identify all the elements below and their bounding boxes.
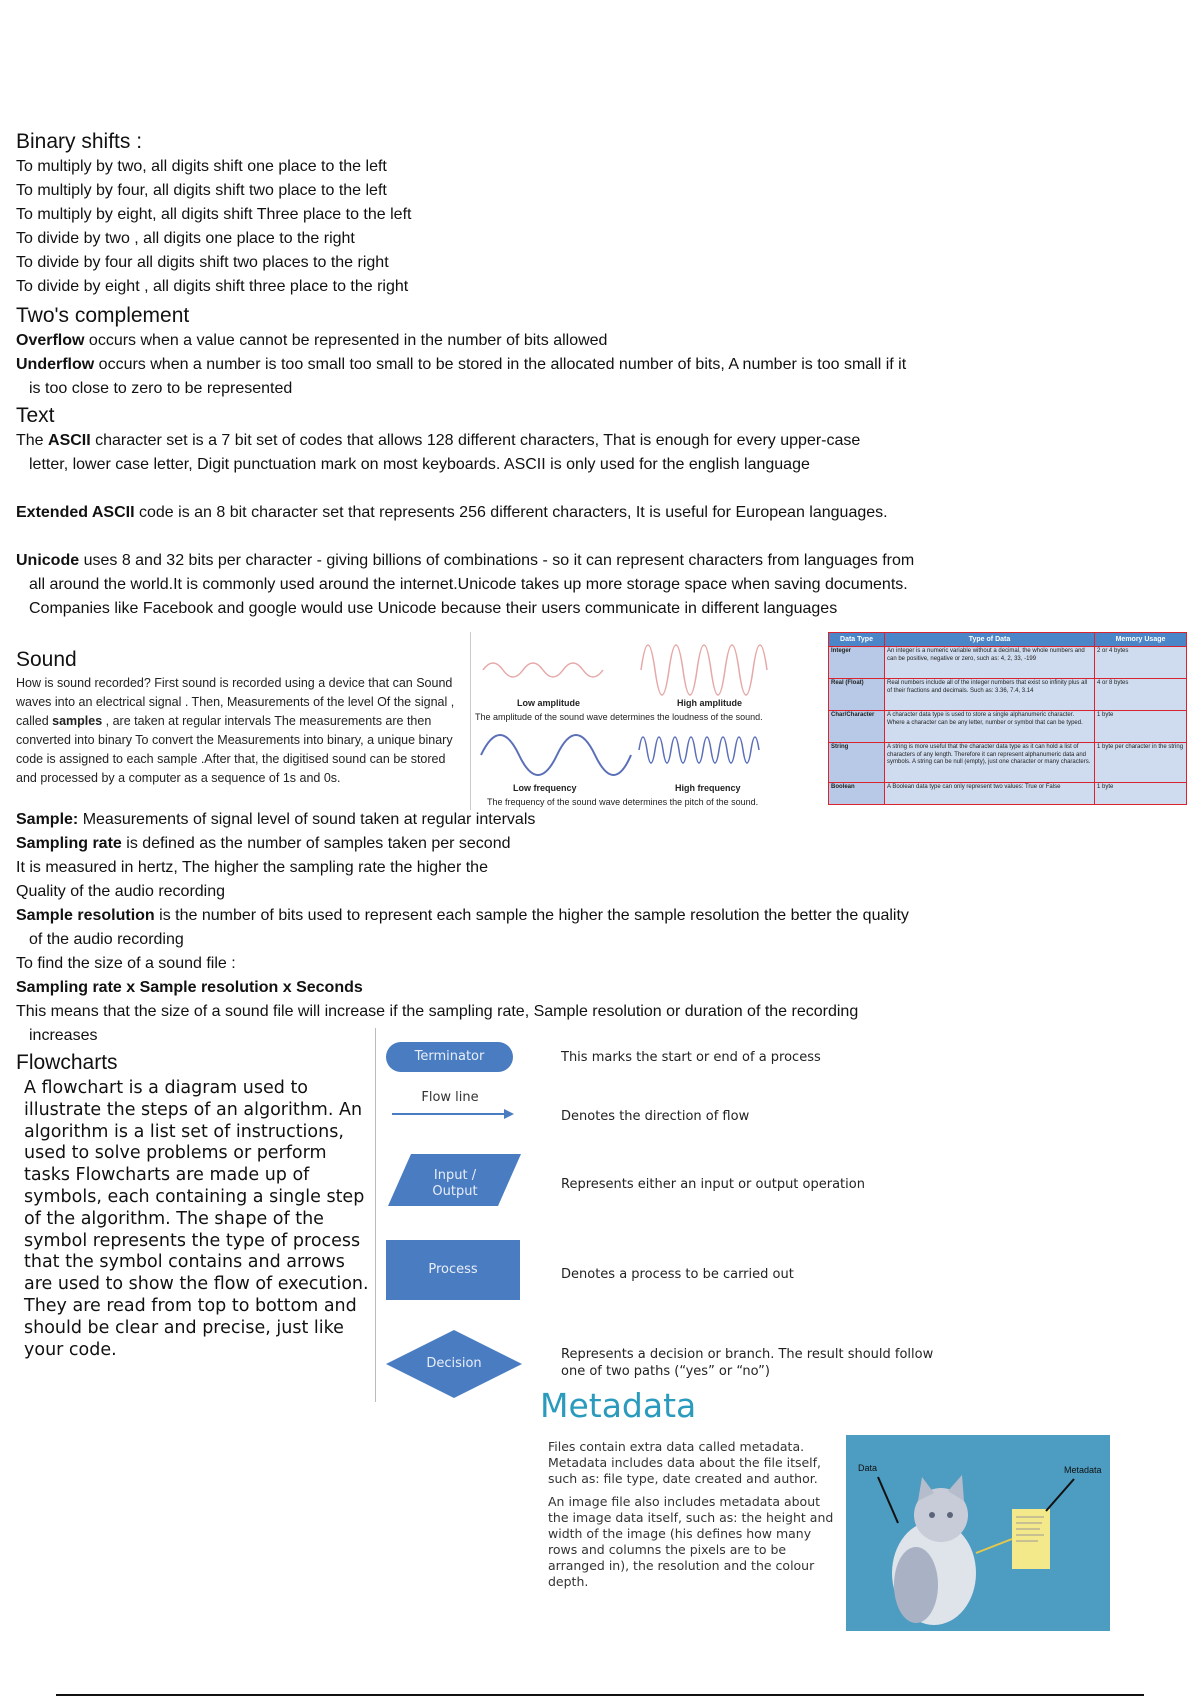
list-item: To divide by four all digits shift two places to the right xyxy=(16,254,389,271)
quality-line: Quality of the audio recording xyxy=(16,883,226,900)
flow-line-arrowhead xyxy=(504,1109,514,1119)
table-cell: A string is more useful that the character data type as it can hold a list of characters of any length. Therefore it can represent alphanumeric data and symbols. A string can be null (empty), just one character or many characters. xyxy=(885,743,1095,783)
samples-term: samples xyxy=(52,714,103,728)
table-cell: 1 byte per character in the string xyxy=(1095,743,1187,783)
process-label: Process xyxy=(428,1262,478,1277)
sampling-rate-term: Sampling rate xyxy=(16,835,122,852)
sampling-rate-definition xyxy=(16,832,916,856)
sampling-rate-text: is defined as the number of samples taken per second xyxy=(121,835,511,852)
ascii-pre: The xyxy=(16,432,49,449)
sample-resolution-text: is the number of bits used to represent each sample the higher the sample resolution the better the quality of the audio recording xyxy=(29,907,909,948)
high-frequency-label: High frequency xyxy=(675,783,741,793)
sound-intro-pre: How is sound recorded? First sound is recorded using a device that can Sound waves into an electrical signal . Then, Measurements of the level Of the signal , called xyxy=(16,676,455,728)
data-pointer-line xyxy=(878,1477,898,1523)
metadata-paragraph: An image file also includes metadata about the image data itself, such as: the height and width of the image (his defines how many rows and columns the pixels are to be arranged in), the resolution and the colour depth. xyxy=(548,1494,834,1589)
extended-ascii-text: code is an 8 bit character set that represents 256 different characters, It is useful for European languages. xyxy=(134,504,888,521)
page-bottom-rule xyxy=(56,1694,1144,1696)
low-amplitude-label: Low amplitude xyxy=(517,698,580,708)
flowchart-symbols-panel xyxy=(375,1028,938,1402)
unicode-text: uses 8 and 32 bits per character - giving billions of combinations - so it can represent characters from languages from all around the world.It is commonly used around the internet.Unicode takes up more storage space when saving documents. Companies like Facebook and google would use Unicode because their users communicate in different languages xyxy=(29,552,915,617)
data-types-table xyxy=(828,632,1187,805)
cat-body-shade xyxy=(894,1547,938,1623)
text-heading: Text xyxy=(16,404,55,427)
binary-shifts-heading: Binary shifts : xyxy=(16,130,143,153)
table-row xyxy=(829,711,1187,743)
card-link-line xyxy=(976,1539,1012,1553)
process-description: Denotes a process to be carried out xyxy=(561,1267,794,1282)
flow-line-description: Denotes the direction of flow xyxy=(561,1109,750,1124)
metadata-pointer-line xyxy=(1046,1479,1074,1511)
list-item: To divide by two , all digits one place to the right xyxy=(16,230,355,247)
list-item: To multiply by four, all digits shift two place to the left xyxy=(16,182,387,199)
flowcharts-heading: Flowcharts xyxy=(16,1051,118,1074)
table-cell: String xyxy=(829,743,885,783)
low-frequency-wave xyxy=(481,735,631,775)
table-row xyxy=(829,743,1187,783)
overflow-text: occurs when a value cannot be represented in the number of bits allowed xyxy=(84,332,608,349)
metadata-text xyxy=(548,1439,840,1590)
terminator-label: Terminator xyxy=(414,1049,485,1064)
sound-intro xyxy=(16,674,468,788)
input-output-label-line: Input / xyxy=(433,1168,477,1183)
high-frequency-wave xyxy=(639,737,759,763)
metadata-image-label: Metadata xyxy=(1064,1465,1102,1475)
sound-size-explanation: This means that the size of a sound file will increase if the sampling rate, Sample resolution or duration of the recording increases xyxy=(16,1003,859,1044)
list-item: To divide by eight , all digits shift three place to the right xyxy=(16,278,409,295)
table-row xyxy=(829,783,1187,805)
sound-intro-post: , are taken at regular intervals The measurements are then converted into binary To convert the Measurements into binary, a unique binary code is assigned to each sample .After that, the digitised sound can be stored and processed by a computer as a sequence of 1s and 0s. xyxy=(16,714,453,785)
overflow-term: Overflow xyxy=(16,332,85,349)
binary-shifts-list xyxy=(16,155,916,299)
table-cell: A Boolean data type can only represent two values: True or False xyxy=(885,783,1095,805)
column-header: Type of Data xyxy=(885,633,1095,647)
decision-label: Decision xyxy=(426,1356,482,1371)
sample-resolution-term: Sample resolution xyxy=(16,907,155,924)
decision-description: Represents a decision or branch. The result should follow one of two paths (“yes” or “no”) xyxy=(561,1347,934,1379)
frequency-caption: The frequency of the sound wave determines the pitch of the sound. xyxy=(487,797,759,807)
high-amplitude-wave xyxy=(641,645,767,695)
underflow-term: Underflow xyxy=(16,356,95,373)
table-row xyxy=(829,647,1187,679)
extended-ascii-paragraph xyxy=(16,501,929,525)
sound-wave-figure xyxy=(470,632,821,810)
column-header: Data Type xyxy=(829,633,885,647)
table-cell: Char/Character xyxy=(829,711,885,743)
sound-heading: Sound xyxy=(16,648,77,671)
table-cell: Real numbers include all of the integer numbers that exist so infinity plus all of their fractions and decimals. Such as: 3.36, 7.4, 3.14 xyxy=(885,679,1095,711)
sample-text: Measurements of signal level of sound taken at regular intervals xyxy=(78,811,536,828)
low-amplitude-wave xyxy=(483,663,603,677)
sample-resolution-definition xyxy=(16,904,914,952)
amplitude-caption: The amplitude of the sound wave determines the loudness of the sound. xyxy=(475,712,763,722)
table-cell: 4 or 8 bytes xyxy=(1095,679,1187,711)
input-output-description: Represents either an input or output operation xyxy=(561,1177,865,1192)
table-cell: 1 byte xyxy=(1095,711,1187,743)
sample-term: Sample: xyxy=(16,811,79,828)
unicode-paragraph xyxy=(16,549,929,621)
list-item: To multiply by eight, all digits shift Three place to the left xyxy=(16,206,412,223)
ascii-text: character set is a 7 bit set of codes that allows 128 different characters, That is enough for every upper-case letter, lower case letter, Digit punctuation mark on most keyboards. ASCII is only used for the english language xyxy=(29,432,861,473)
metadata-paragraph: Files contain extra data called metadata. Metadata includes data about the file itself, such as: file type, date created and author. xyxy=(548,1439,822,1486)
table-header-row xyxy=(829,633,1187,647)
table-row xyxy=(829,679,1187,711)
table-cell: Boolean xyxy=(829,783,885,805)
list-item: To multiply by two, all digits shift one place to the left xyxy=(16,158,387,175)
cat-eye-left xyxy=(929,1512,935,1518)
table-cell: Real (Float) xyxy=(829,679,885,711)
hertz-line: It is measured in hertz, The higher the sampling rate the higher the xyxy=(16,859,488,876)
table-cell: An integer is a numeric variable without a decimal, the whole numbers and can be positive, negative or zero, such as: 4, 2, 33, -199 xyxy=(885,647,1095,679)
twos-complement-heading: Two's complement xyxy=(16,304,190,327)
metadata-cat-image xyxy=(846,1435,1110,1631)
flow-line-label: Flow line xyxy=(421,1090,479,1105)
data-image-label: Data xyxy=(858,1463,878,1473)
input-output-label-line: Output xyxy=(432,1184,478,1199)
find-size-line: To find the size of a sound file : xyxy=(16,955,236,972)
column-header: Memory Usage xyxy=(1095,633,1187,647)
cat-eye-right xyxy=(947,1512,953,1518)
input-output-label xyxy=(396,1168,514,1200)
table-cell: 1 byte xyxy=(1095,783,1187,805)
low-frequency-label: Low frequency xyxy=(513,783,577,793)
extended-ascii-term: Extended ASCII xyxy=(16,504,135,521)
ascii-paragraph xyxy=(16,429,899,477)
table-cell: A character data type is used to store a single alphanumeric character. Where a character can be any letter, number or symbol that can be typed. xyxy=(885,711,1095,743)
metadata-heading: Metadata xyxy=(540,1386,697,1425)
table-cell: Integer xyxy=(829,647,885,679)
flowcharts-description: A flowchart is a diagram used to illustrate the steps of an algorithm. An algorithm is a list set of instructions, used to solve problems or perform tasks Flowcharts are made up of symbols, each containing a single step of the algorithm. The shape of the symbol represents the type of process that the symbol contains and arrows are used to show the flow of execution. They are read from top to bottom and should be clear and precise, just like your code. xyxy=(24,1078,369,1360)
sound-file-formula: Sampling rate x Sample resolution x Seconds xyxy=(16,979,363,996)
unicode-term: Unicode xyxy=(16,552,80,569)
underflow-paragraph xyxy=(16,353,919,401)
ascii-term: ASCII xyxy=(48,432,91,449)
terminator-description: This marks the start or end of a process xyxy=(561,1050,821,1065)
sample-definition xyxy=(16,808,916,832)
metadata-card xyxy=(1012,1509,1050,1569)
overflow-paragraph xyxy=(16,329,929,353)
high-amplitude-label: High amplitude xyxy=(677,698,742,708)
table-cell: 2 or 4 bytes xyxy=(1095,647,1187,679)
underflow-text: occurs when a number is too small too small to be stored in the allocated number of bits, A number is too small if it is too close to zero to be represented xyxy=(29,356,907,397)
